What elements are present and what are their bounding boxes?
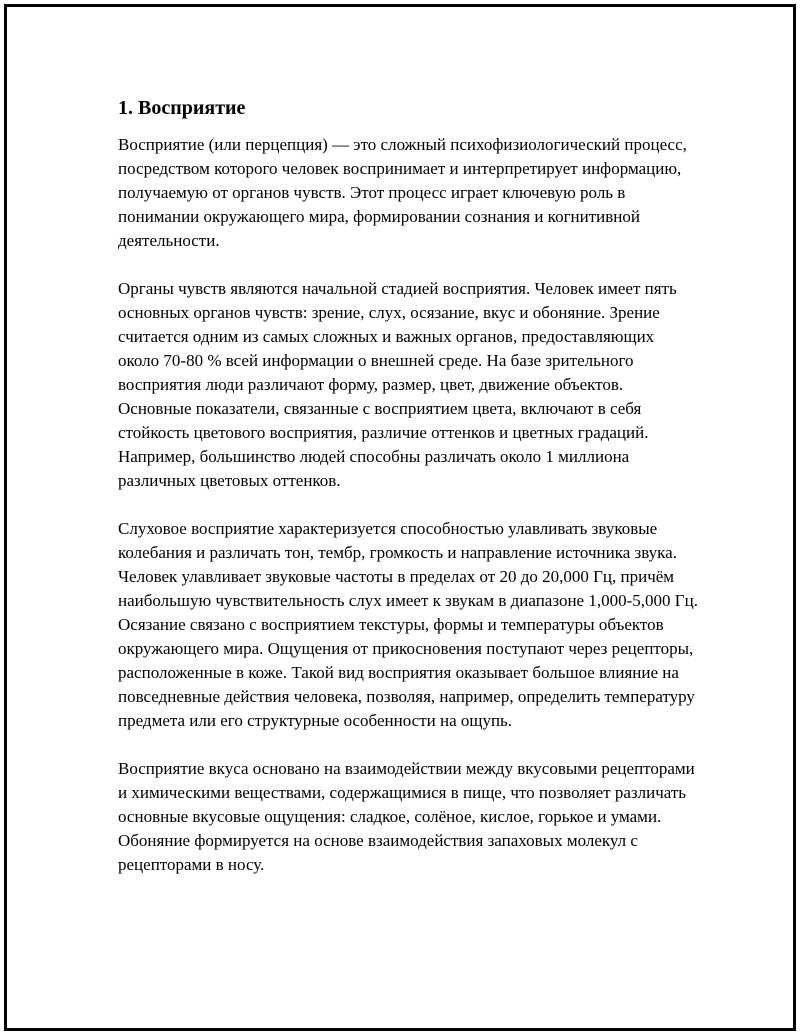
paragraph-senses-vision: Органы чувств являются начальной стадией восприятия. Человек имеет пять основных органов чувств: зрение, слух, осязание, вкус и обоняние. Зрение считается одним из самых сложных и важных органов, предоставляющих около 70-80 % всей информации о внешней среде. На базе зрительного восприятия люди различают форму, размер, цвет, движение объектов. Основные показатели, связанные с восприятием цвета, включают в себя стойкость цветового восприятия, различие оттенков и цветных градаций. Например, большинство людей способны различать около 1 миллиона различных цветовых оттенков.	[118, 279, 677, 490]
paragraph-hearing-touch: Слуховое восприятие характеризуется способностью улавливать звуковые колебания и различать тон, тембр, громкость и направление источника звука. Человек улавливает звуковые частоты в пределах от 20 до 20,000 Гц, причём наибольшую чувствительность слух имеет к звукам в диапазоне 1,000-5,000 Гц. Осязание связано с восприятием текстуры, формы и температуры объектов окружающего мира. Ощущения от прикосновения поступают через рецепторы, расположенные в коже. Такой вид восприятия оказывает большое влияние на повседневные действия человека, позволяя, например, определить температуру предмета или его структурные особенности на ощупь.	[118, 519, 698, 730]
section-heading: 1. Восприятие	[118, 97, 246, 119]
paragraph-taste-smell: Восприятие вкуса основано на взаимодействии между вкусовыми рецепторами и химическими веществами, содержащимися в пище, что позволяет различать основные вкусовые ощущения: сладкое, солёное, кислое, горькое и умами. Обоняние формируется на основе взаимодействия запаховых молекул с рецепторами в носу.	[118, 759, 695, 874]
document-body	[118, 95, 698, 901]
paragraph-perception-definition: Восприятие (или перцепция) — это сложный психофизиологический процесс, посредством которого человек воспринимает и интерпретирует информацию, получаемую от органов чувств. Этот процесс играет ключевую роль в понимании окружающего мира, формировании сознания и когнитивной деятельности.	[118, 135, 687, 250]
